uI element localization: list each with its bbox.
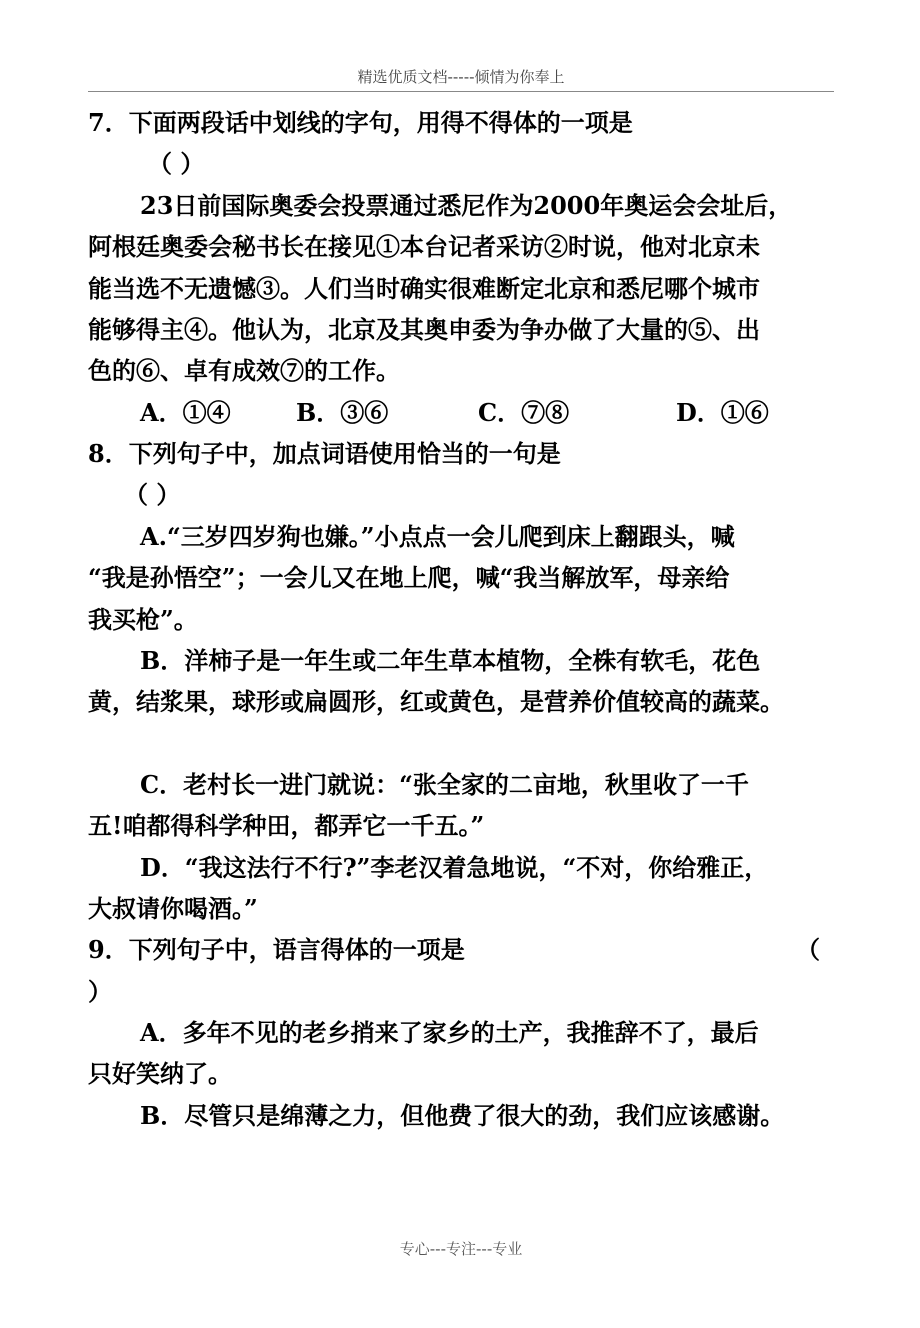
q9-answer-paren-close: ）	[88, 977, 112, 1006]
q7-option-d: D．①⑥	[676, 398, 769, 427]
q9-stem: 9．下列句子中，语言得体的一项是	[88, 935, 465, 964]
q7-passage-line: 能够得主④。他认为，北京及其奥申委为争办做了大量的⑤、出	[88, 315, 760, 344]
q8-option-c-line: 五!咱都得科学种田，都弄它一千五。”	[88, 811, 485, 840]
q8-option-a-line: “我是孙悟空”；一会儿又在地上爬，喊“我当解放军，母亲给	[88, 563, 730, 592]
q8-stem: 8．下列句子中，加点词语使用恰当的一句是	[88, 439, 561, 468]
q7-option-c: C．⑦⑧	[478, 398, 570, 427]
q7-passage-line: 23日前国际奥委会投票通过悉尼作为2000年奥运会会址后，	[140, 191, 793, 220]
q8-answer-paren: （ ）	[124, 480, 181, 509]
q9-option-a-line: A．多年不见的老乡捎来了家乡的土产，我推辞不了，最后	[140, 1018, 759, 1047]
q9-answer-paren-open: （	[796, 935, 820, 964]
q7-option-a: A．①④	[140, 398, 231, 427]
page-header: 精选优质文档-----倾情为你奉上	[357, 68, 565, 86]
q8-option-a-line: A.“三岁四岁狗也嫌。”小点点一会儿爬到床上翻跟头，喊	[140, 522, 735, 551]
q9-option-b-line: B．尽管只是绵薄之力，但他费了很大的劲，我们应该感谢。	[140, 1101, 785, 1130]
q8-option-a-line: 我买枪”。	[88, 605, 198, 634]
q7-passage-line: 能当选不无遗憾③。人们当时确实很难断定北京和悉尼哪个城市	[88, 274, 760, 303]
q8-option-c-line: C．老村长一进门就说：“张全家的二亩地，秋里收了一千	[140, 770, 749, 799]
q7-option-b: B．③⑥	[296, 398, 389, 427]
page-footer: 专心---专注---专业	[399, 1240, 523, 1258]
q7-passage-line: 色的⑥、卓有成效⑦的工作。	[88, 356, 400, 385]
q8-option-d-line: 大叔请你喝酒。”	[88, 894, 258, 923]
header-divider	[88, 91, 834, 92]
q7-passage-line: 阿根廷奥委会秘书长在接见①本台记者采访②时说，他对北京未	[88, 232, 760, 261]
q8-option-b-line: 黄，结浆果，球形或扁圆形，红或黄色，是营养价值较高的蔬菜。	[88, 687, 784, 716]
q9-option-a-line: 只好笑纳了。	[88, 1059, 232, 1088]
q8-option-d-line: D．“我这法行不行?”李老汉着急地说，“不对，你给雅正，	[140, 853, 769, 882]
q8-option-b-line: B．洋柿子是一年生或二年生草本植物，全株有软毛，花色	[140, 646, 761, 675]
q7-answer-paren: （ ）	[148, 149, 205, 178]
q7-stem: 7．下面两段话中划线的字句，用得不得体的一项是	[88, 108, 633, 137]
